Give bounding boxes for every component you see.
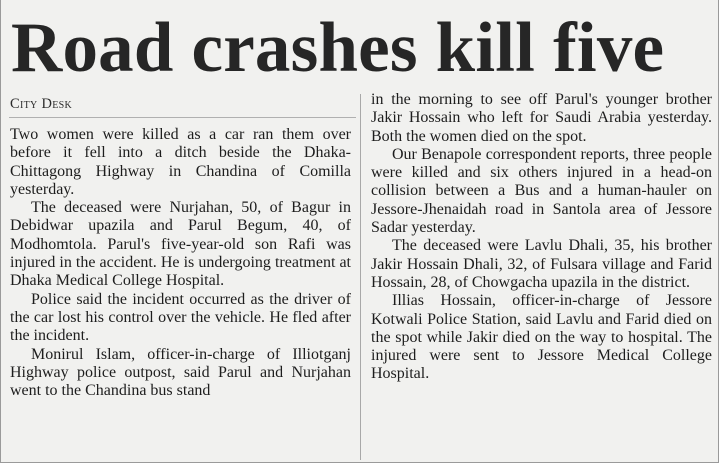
paragraph: Our Benapole correspondent reports, three people were killed and six others injured in a head-on collision between a Bus and a human-hauler on Jessore-Jhenaidah road in Santola area of Jessore Sadar yesterday. xyxy=(371,145,712,237)
headline: Road crashes kill five xyxy=(11,9,665,87)
byline: City Desk xyxy=(10,96,73,112)
paragraph: Police said the incident occurred as the driver of the car lost his control over the vehicle. He fled after the incident. xyxy=(10,290,351,345)
paragraph: The deceased were Lavlu Dhali, 35, his brother Jakir Hossain Dhali, 32, of Fulsara village and Farid Hossain, 28, of Chowgacha upazila in the district. xyxy=(371,237,712,291)
paragraph: Illias Hossain, officer-in-charge of Jessore Kotwali Police Station, said Lavlu and Farid died on the spot while Jakir died on the way to hospital. The injured were sent to Jessore Medical College Hospital. xyxy=(371,292,712,383)
right-column xyxy=(371,91,712,384)
left-column xyxy=(10,126,351,400)
column-divider xyxy=(360,94,361,460)
paragraph: Monirul Islam, officer-in-charge of Illiotganj Highway police outpost, said Parul and Nurjahan went to the Chandina bus stand xyxy=(10,345,351,400)
paragraph: in the morning to see off Parul's younger brother Jakir Hossain who left for Saudi Arabia yesterday. Both the women died on the spot. xyxy=(371,91,712,145)
paragraph: The deceased were Nurjahan, 50, of Bagur in Debidwar upazila and Parul Begum, 40, of Modhomtola. Parul's five-year-old son Rafi was injured in the accident. He is undergoing treatment at Dhaka Medical College Hospital. xyxy=(10,199,351,290)
paragraph: Two women were killed as a car ran them over before it fell into a ditch beside the Dhaka-Chittagong Highway in Chandina of Comilla yesterday. xyxy=(10,126,351,198)
byline-rule xyxy=(9,117,356,118)
